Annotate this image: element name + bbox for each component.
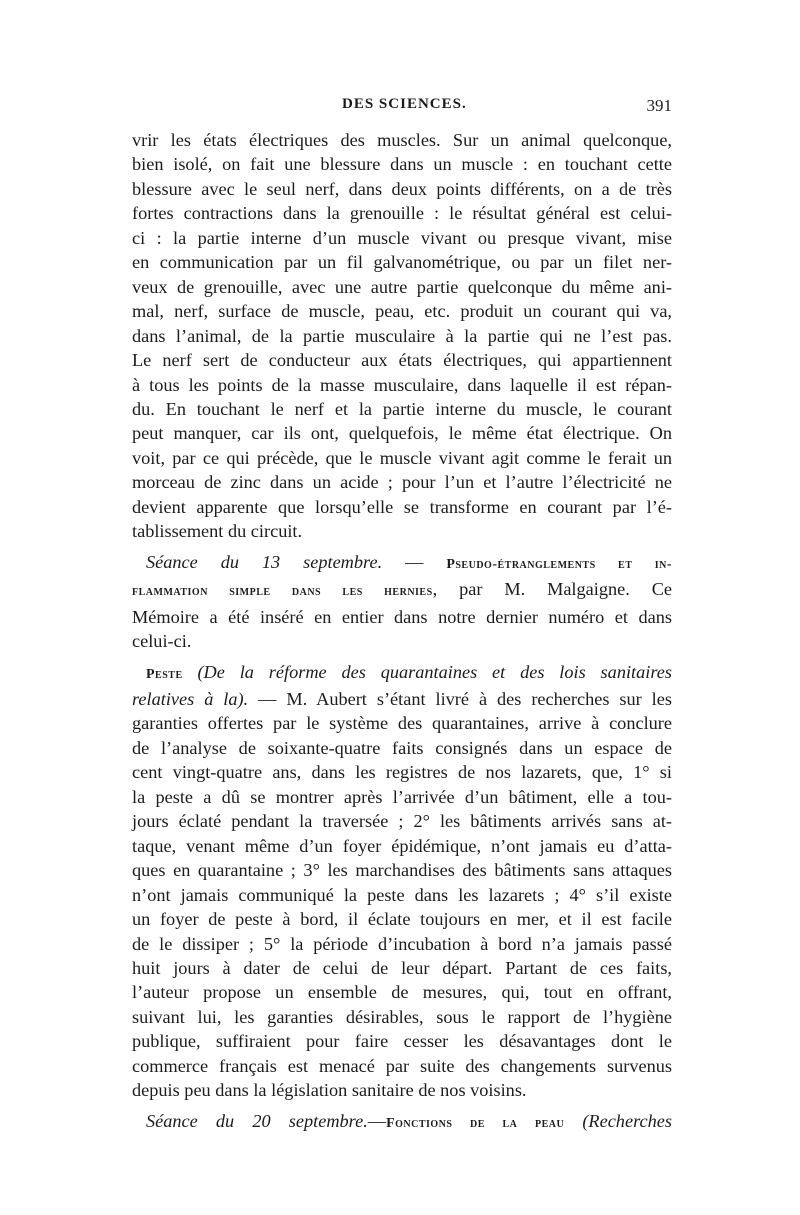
text-line: ques en quarantaine ; 3° les marchandises des bâtiments sans attaques [132,860,672,881]
section-subtitle: relatives à la). [132,688,249,709]
text-line: en communication par un fil galvanométrique, ou par un filet ner- [132,252,672,273]
text-line: taque, venant même d’un foyer épidémique, n’ont jamais eu d’atta- [132,835,672,856]
text-line: la peste a dû se montrer après l’arrivée d’un bâtiment, elle a tou- [132,786,672,807]
body-text [132,128,672,1136]
session-date: Séance du 13 septembre. [146,551,383,572]
body-text-run: — M. Aubert s’étant livré à des recherches sur les [248,688,672,709]
section-title: Fonctions de la peau [386,1115,565,1131]
text-line: l’auteur propose un ensemble de mesures, qui, tout en offrant, [132,982,672,1003]
paragraph-muscles [132,128,672,544]
text-line: dans l’animal, de la partie musculaire à la partie qui ne l’est pas. [132,325,672,346]
text-line: depuis peu dans la législation sanitaire de nos voisins. [132,1080,527,1101]
running-title: DES SCIENCES. [342,96,467,112]
text-line: vrir les états électriques des muscles. Sur un animal quelconque, [132,130,672,150]
text-line: fortes contractions dans la grenouille : le résultat général est celui- [132,203,672,224]
text-line: tablissement du circuit. [132,521,303,542]
text-line: voit, par ce qui précède, que le muscle vivant agit comme le ferait un [132,447,672,468]
text-line [132,550,672,577]
session-date: Séance du 20 septembre. [146,1110,368,1131]
text-line: Mémoire a été inséré en entier dans notre dernier numéro et dans [132,606,672,627]
dash: — [367,1110,387,1131]
text-line [132,577,672,604]
author-text: , par M. Malgaigne. Ce [432,579,673,600]
section-title: flammation simple dans les hernies [132,584,433,600]
text-line: bien isolé, on fait une blessure dans un muscle : en touchant cette [132,154,672,175]
text-line: huit jours à dater de celui de leur départ. Partant de ces faits, [132,957,672,978]
text-line: un foyer de peste à bord, il éclate toujours en mer, et il est facile [132,909,672,930]
text-line: morceau de zinc dans un acide ; pour l’un et l’autre l’électricité ne [132,472,672,493]
paragraph-peste [132,660,672,1103]
text-line: garanties offertes par le système des quarantaines, arrive à conclure [132,713,672,734]
text-line [132,1109,672,1136]
text-line: n’ont jamais communiqué la peste dans les lazarets ; 4° s’il existe [132,884,672,905]
text-line: ci : la partie interne d’un muscle vivant ou presque vivant, mise [132,227,672,248]
text-line: devient apparente que lorsqu’elle se transforme en courant par l’é- [132,496,672,517]
text-line: peut manquer, car ils ont, quelquefois, le même état électrique. On [132,423,672,444]
text-line: jours éclaté pendant la traversée ; 2° les bâtiments arrivés sans at- [132,811,672,832]
text-line: celui-ci. [132,631,192,652]
paragraph-seance-13 [132,550,672,654]
section-title: Peste [146,666,183,682]
text-line: cent vingt-quatre ans, dans les registres de nos lazarets, que, 1° si [132,762,672,783]
text-line [132,660,672,687]
text-line: blessure avec le seul nerf, dans deux points différents, on a de très [132,178,672,199]
text-line: mal, nerf, surface de muscle, peau, etc. produit un courant qui va, [132,301,672,322]
text-line: de le dissiper ; 5° la période d’incubation à bord n’a jamais passé [132,933,672,954]
text-line: du. En touchant le nerf et la partie interne du muscle, le courant [132,398,672,419]
text-line: commerce français est menacé par suite des changements survenus [132,1055,672,1076]
text-line: de l’analyse de soixante-quatre faits consignés dans un espace de [132,737,672,758]
section-subtitle: (De la réforme des quarantaines et des lois sanitaires [182,661,672,682]
text-line: publique, suffiraient pour faire cesser les désavantages dont le [132,1031,672,1052]
section-title: Pseudo-étranglements et in- [446,556,673,572]
page-header [132,96,672,122]
page-number: 391 [646,96,672,115]
text-line [132,687,672,711]
text-line: Le nerf sert de conducteur aux états électriques, qui appartiennent [132,350,672,371]
section-subtitle: (Recherches [564,1110,672,1131]
text-line: à tous les points de la masse musculaire, dans laquelle il est répan- [132,374,672,395]
paragraph-seance-20 [132,1109,672,1136]
text-line: suivant lui, les garanties désirables, sous le rapport de l’hygiène [132,1006,672,1027]
text-line: veux de grenouille, avec une autre partie quelconque du même ani- [132,276,672,297]
dash: — [382,551,447,572]
